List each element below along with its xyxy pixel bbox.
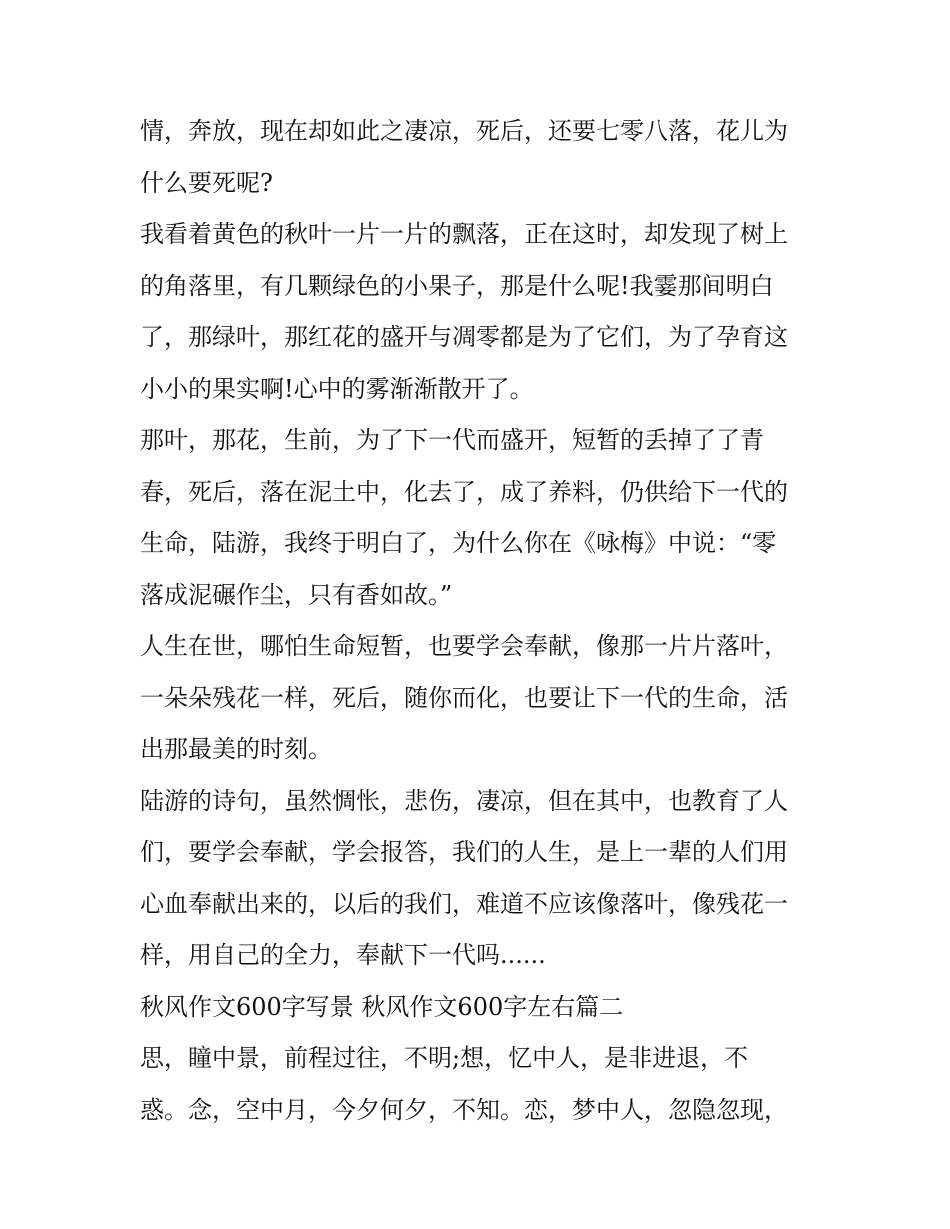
text-line: 出那最美的时刻。 — [140, 735, 332, 763]
text-line: 们，要学会奉献，学会报答，我们的人生，是上一辈的人们用 — [140, 838, 788, 866]
section-heading: 秋风作文600字写景 秋风作文600字左右篇二 — [140, 992, 624, 1021]
text-line: 心血奉献出来的，以后的我们，难道不应该像落叶，像残花一 — [140, 889, 788, 918]
text-line: 什么要死呢? — [140, 168, 273, 197]
text-line: 生命，陆游，我终于明白了，为什么你在《咏梅》中说：“零 — [140, 529, 777, 557]
text-line: 小小的果实啊!心中的雾渐渐散开了。 — [140, 374, 534, 403]
text-line: 陆游的诗句，虽然惆怅，悲伤，凄凉，但在其中，也教育了人 — [140, 786, 788, 815]
text-line: 我看着黄色的秋叶一片一片的飘落，正在这时，却发现了树上 — [140, 220, 788, 248]
text-line: 思，瞳中景，前程过往，不明;想，忆中人，是非进退，不 — [140, 1044, 749, 1072]
text-line: 了，那绿叶，那红花的盛开与凋零都是为了它们，为了孕育这 — [140, 323, 788, 351]
document-body — [140, 106, 820, 1136]
text-line: 落成泥碾作尘，只有香如故。” — [140, 580, 453, 609]
text-line: 情，奔放，现在却如此之凄凉，死后，还要七零八落，花儿为 — [140, 117, 788, 145]
text-line: 那叶，那花，生前，为了下一代而盛开，短暂的丢掉了了青 — [140, 426, 764, 454]
text-line: 惑。念，空中月，今夕何夕，不知。恋，梦中人，忽隐忽现， — [140, 1095, 788, 1124]
text-line: 样，用自己的全力，奉献下一代吗...... — [140, 941, 546, 969]
text-line: 春，死后，落在泥土中，化去了，成了养料，仍供给下一代的 — [140, 477, 788, 506]
text-line: 人生在世，哪怕生命短暂，也要学会奉献，像那一片片落叶， — [140, 632, 788, 660]
text-line: 的角落里，有几颗绿色的小果子，那是什么呢!我霎那间明白 — [140, 271, 774, 300]
text-line: 一朵朵残花一样，死后，随你而化，也要让下一代的生命，活 — [140, 683, 788, 712]
